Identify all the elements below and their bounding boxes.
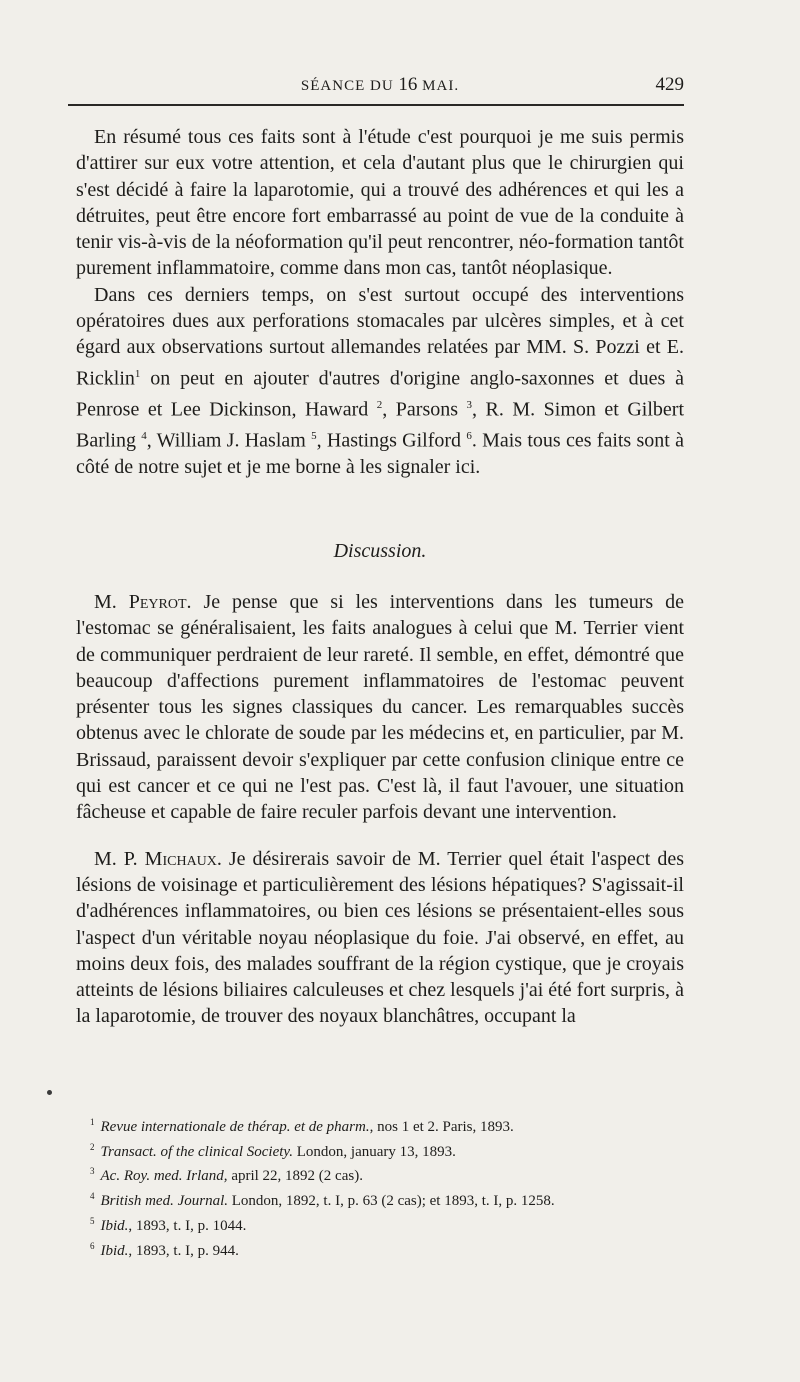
footnote: $^4$ British med. Journal. London, 1892, t. I, p. 63 (2 cas); et 1893, t. I, p. 1258. <box>90 1191 555 1210</box>
footnote: $^2$ Transact. of the clinical Society. London, january 13, 1893. <box>90 1141 456 1160</box>
footnote-ref: 1 <box>134 367 141 380</box>
footnote-ref: 5 <box>311 429 317 442</box>
running-title: SÉANCE DU 16 MAI. <box>300 74 460 95</box>
footnote-mark: 2 <box>90 1141 95 1152</box>
footnote: $^5$ Ibid., 1893, t. I, p. 1044. <box>90 1215 247 1234</box>
margin-mark <box>47 1090 52 1095</box>
footnote-mark: 3 <box>90 1166 95 1177</box>
footnote-ref: 4 <box>141 429 147 442</box>
footnote-source: Ac. Roy. med. Irland, <box>100 1168 228 1185</box>
paragraph-peyrot: M. Peyrot. Je pense que si les interventions dans les tumeurs de l'estomac se généralisaient, les faits analogues à celui que M. Terrier vient de communiquer perdraient de leur rareté. Il semble, en effet, démontré que beaucoup d'affections purement inflammatoires de l'estomac peuvent présenter tous les signes classiques du cancer. Les remarquables succès obtenus avec le chlorate de soude par les médecins et, en particulier, par M. Brissaud, paraissent devoir s'expliquer par cette confusion clinique entre ce qui est cancer et ce qui ne l'est pas. C'est là, il faut l'avouer, une situation fâcheuse et capable de faire reculer parfois devant une intervention. <box>76 591 684 824</box>
footnote-ref: 6 <box>466 429 472 442</box>
footnote-mark: 6 <box>90 1240 95 1251</box>
header-rule <box>68 104 684 106</box>
footnote-source: Ibid. <box>100 1217 129 1234</box>
footnote-mark: 1 <box>90 1117 95 1127</box>
footnote-ref: 3 <box>466 398 473 411</box>
discussion-section <box>76 589 684 1030</box>
paragraph-interventions: Dans ces derniers temps, on s'est surtout occupé des interventions opératoires dues aux perforations stomacales par ulcères simples, et à cet égard aux observations surtout allemandes relatées par MM. S. Pozzi et E. Ricklin$^1$ on peut en ajouter d'autres d'origine anglo-saxonnes et dues à Penrose et Lee Dickinson, Haward $^2$, Parsons $^3$, R. M. Simon et Gilbert Barling $^4$, William J. Haslam $^5$, Hastings Gilford $^6$. Mais tous ces faits sont à côté de notre sujet et je me borne à les signaler ici. <box>76 283 685 478</box>
footnote: $^3$ Ac. Roy. med. Irland, april 22, 1892 (2 cas). <box>90 1166 363 1185</box>
footnote: $^1$ Revue internationale de thérap. et de pharm., nos 1 et 2. Paris, 1893. <box>90 1117 514 1135</box>
running-title-day: 16 <box>398 74 418 95</box>
footnotes <box>90 1113 694 1261</box>
paragraph-summary: En résumé tous ces faits sont à l'étude c'est pourquoi je me suis permis d'attirer sur eux votre attention, et cela d'autant plus que le chirurgien qui s'est décidé à faire la laparotomie, qui a trouvé des adhérences et qui les a détruites, peut être encore fort embarrassé au point de vue de la conduite à tenir vis-à-vis de la néoformation qu'il peut rencontrer, néo-formation tantôt purement inflammatoire, comme dans mon cas, tantôt néoplasique. <box>76 126 684 280</box>
footnote-mark: 5 <box>90 1215 95 1226</box>
footnote-source: Transact. of the clinical Society. <box>100 1143 293 1160</box>
footnote-ref: 2 <box>376 398 383 411</box>
main-text <box>76 124 684 480</box>
footnote: $^6$ Ibid., 1893, t. I, p. 944. <box>90 1240 239 1259</box>
footnote-source: Ibid. <box>100 1242 129 1259</box>
speaker-name: Michaux <box>144 847 217 870</box>
discussion-heading: Discussion. <box>333 540 427 562</box>
page-header <box>76 74 684 96</box>
paragraph-michaux: M. P. Michaux. Je désirerais savoir de M. Terrier quel était l'aspect des lésions de voisinage et particulièrement des lésions hépatiques? S'agissait-il d'adhérences inflammatoires, ou bien ces lésions se présentaient-elles sous l'aspect d'un véritable noyau néoplasique du foie. J'ai observé, en effet, au moins deux fois, des malades souffrant de la région cystique, que je croyais atteints de lésions biliaires calculeuses et chez lesquels j'ai été fort surpris, à la laparotomie, de trouver des noyaux blanchâtres, occupant la <box>76 847 684 1028</box>
page-number: 429 <box>655 74 684 95</box>
speaker-name: Peyrot <box>128 591 187 613</box>
footnote-source: British med. Journal. <box>100 1193 228 1210</box>
footnote-mark: 4 <box>90 1191 95 1202</box>
footnote-source: Revue internationale de thérap. et de pharm. <box>100 1119 370 1135</box>
